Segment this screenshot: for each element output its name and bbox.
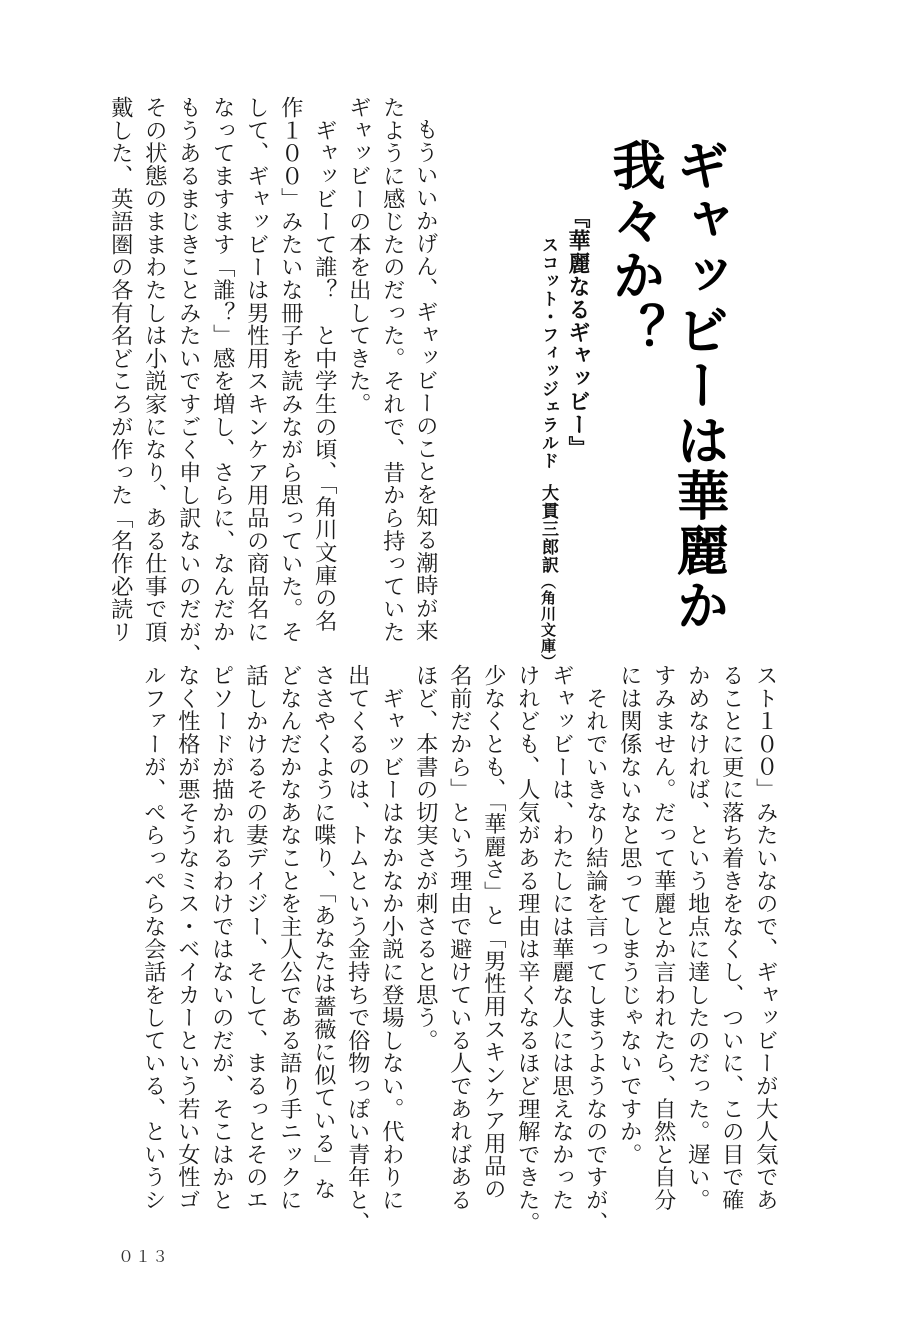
lower-line: すみません。だって華麗とか言われたら、自然と自分 xyxy=(650,664,677,1212)
lower-line: なく性格が悪そうなミス・ベイカーという若い女性ゴ xyxy=(174,664,201,1212)
article-title-line1: ギャッビーは華麗か xyxy=(668,138,729,633)
lower-line: それでいきなり結論を言ってしまうようなのですが、 xyxy=(582,664,609,1234)
upper-line: ギャッビーの本を出してきた。 xyxy=(345,96,372,416)
book-credit xyxy=(539,236,556,670)
lower-line: どなんだかなあなことを主人公である語り手ニックに xyxy=(276,664,303,1212)
upper-line: ギャッビーて誰？ と中学生の頃、「角川文庫の名 xyxy=(311,96,338,633)
book-title: 『華麗なるギャッビー』 xyxy=(565,206,590,459)
page-number: ０１３ xyxy=(118,1247,170,1266)
lower-line: スト１００」みたいなので、ギャッビーが大人気であ xyxy=(752,664,779,1212)
lower-line: けれども、人気がある理由は辛くなるほど理解できた。 xyxy=(514,664,541,1234)
lower-line: ピソードが描かれるわけではないのだが、そこはかと xyxy=(208,664,235,1212)
lower-line: かめなければ、という地点に達したのだった。遅い。 xyxy=(684,664,711,1212)
lower-line: 名前だから」という理由で避けている人であればある xyxy=(446,664,473,1212)
upper-line: して、ギャッビーは男性用スキンケア用品の商品名に xyxy=(243,96,270,644)
upper-line: もういいかげん、ギャッビーのことを知る潮時が来 xyxy=(412,118,439,643)
lower-line: 少なくとも、「華麗さ」と「男性用スキンケア用品の xyxy=(480,664,507,1201)
lower-line: ギャッビーはなかなか小説に登場しない。代わりに xyxy=(378,664,405,1212)
upper-line: 戴した、英語圏の各有名どころが作った「名作必読リ xyxy=(107,96,134,644)
lower-line: ルファーが、ぺらっぺらな会話をしている、というシ xyxy=(140,664,167,1212)
upper-line: たように感じたのだった。それで、昔から持っていた xyxy=(379,96,406,644)
lower-line: 話しかけるその妻デイジー、そして、まるっとそのエ xyxy=(242,664,269,1212)
upper-line: なってますます「誰？」感を増し、さらに、なんだか xyxy=(209,96,236,644)
lower-line: ささやくように喋り、「あなたは薔薇に似ている」な xyxy=(310,664,337,1201)
book-author: スコット・フィッジェラルド xyxy=(538,236,558,470)
upper-line: その状態のままわたしは小説家になり、ある仕事で頂 xyxy=(141,96,168,644)
book-translator: 大貫三郎訳 xyxy=(538,484,558,574)
lower-line: には関係ないなと思ってしまうじゃないですか。 xyxy=(616,664,643,1166)
lower-line: ギャッビーは、わたしには華麗な人には思えなかった xyxy=(548,664,575,1212)
article-title-line2: 我々か？ xyxy=(604,138,665,358)
lower-line: 出てくるのは、トムという金持ちで俗物っぽい青年と、 xyxy=(344,664,371,1234)
upper-line: 作１００」みたいな冊子を読みながら思っていた。そ xyxy=(277,96,304,644)
lower-line: ることに更に落ち着きをなくし、ついに、この目で確 xyxy=(718,664,745,1212)
upper-line: もうあるまじきことみたいですごく申し訳ないのだが、 xyxy=(175,96,202,666)
lower-line: ほど、本書の切実さが刺さると思う。 xyxy=(412,664,439,1052)
book-publisher: （角川文庫） xyxy=(539,574,557,670)
